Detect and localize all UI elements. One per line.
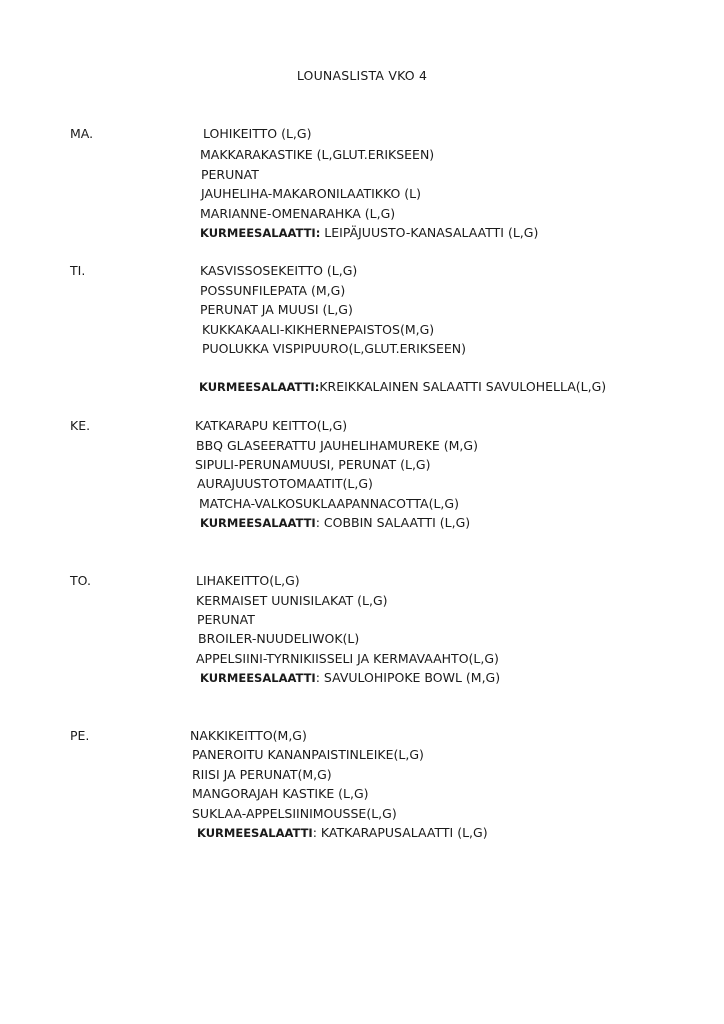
menu-item: APPELSIINI-TYRNIKIISSELI JA KERMAVAAHTO(L,G): [196, 651, 499, 666]
menu-item: KUKKAKAALI-KIKHERNEPAISTOS(M,G): [202, 322, 435, 337]
menu-item: JAUHELIHA-MAKARONILAATIKKO (L): [201, 186, 422, 201]
menu-item: SUKLAA-APPELSIINIMOUSSE(L,G): [192, 806, 397, 821]
salad-text: LEIPÄJUUSTO-KANASALAATTI (L,G): [320, 225, 539, 240]
salad-text: : SAVULOHIPOKE BOWL (M,G): [315, 670, 501, 685]
salad-line: [199, 379, 606, 394]
menu-item: MANGORAJAH KASTIKE (L,G): [192, 786, 369, 801]
menu-item: PUOLUKKA VISPIPUURO(L,GLUT.ERIKSEEN): [202, 341, 467, 356]
menu-item: LIHAKEITTO(L,G): [196, 573, 300, 588]
menu-item: LOHIKEITTO (L,G): [203, 126, 312, 141]
salad-text: : KATKARAPUSALAATTI (L,G): [312, 825, 488, 840]
day-label-to: TO.: [70, 573, 91, 588]
salad-line: [200, 515, 470, 530]
menu-item: POSSUNFILEPATA (M,G): [200, 283, 346, 298]
salad-label: KURMEESALAATTI: [197, 826, 313, 840]
menu-item: PANEROITU KANANPAISTINLEIKE(L,G): [192, 747, 424, 762]
menu-item: BBQ GLASEERATTU JAUHELIHAMUREKE (M,G): [196, 438, 478, 453]
menu-item: PERUNAT JA MUUSI (L,G): [200, 302, 353, 317]
salad-line: [200, 225, 538, 240]
day-label-ti: TI.: [70, 263, 86, 278]
salad-line: [197, 825, 488, 840]
menu-item: AURAJUUSTOTOMAATIT(L,G): [197, 476, 373, 491]
page-title: LOUNASLISTA VKO 4: [296, 68, 428, 83]
menu-item: KERMAISET UUNISILAKAT (L,G): [196, 593, 388, 608]
menu-item: NAKKIKEITTO(M,G): [190, 728, 307, 743]
menu-item: PERUNAT: [201, 167, 259, 182]
day-label-ke: KE.: [70, 418, 91, 433]
menu-item: SIPULI-PERUNAMUUSI, PERUNAT (L,G): [195, 457, 431, 472]
salad-label: KURMEESALAATTI:: [199, 380, 320, 394]
menu-item: KATKARAPU KEITTO(L,G): [195, 418, 348, 433]
salad-text: : COBBIN SALAATTI (L,G): [315, 515, 471, 530]
day-label-ma: MA.: [70, 126, 94, 141]
menu-item: KASVISSOSEKEITTO (L,G): [200, 263, 358, 278]
day-label-pe: PE.: [70, 728, 90, 743]
salad-line: [200, 670, 500, 685]
salad-label: KURMEESALAATTI:: [200, 226, 321, 240]
salad-text: KREIKKALAINEN SALAATTI SAVULOHELLA(L,G): [319, 379, 607, 394]
salad-label: KURMEESALAATTI: [200, 516, 316, 530]
menu-item: PERUNAT: [197, 612, 255, 627]
menu-item: MAKKARAKASTIKE (L,GLUT.ERIKSEEN): [200, 147, 435, 162]
menu-item: BROILER-NUUDELIWOK(L): [198, 631, 360, 646]
salad-label: KURMEESALAATTI: [200, 671, 316, 685]
menu-item: RIISI JA PERUNAT(M,G): [192, 767, 332, 782]
menu-item: MATCHA-VALKOSUKLAAPANNACOTTA(L,G): [199, 496, 459, 511]
menu-item: MARIANNE-OMENARAHKA (L,G): [200, 206, 396, 221]
